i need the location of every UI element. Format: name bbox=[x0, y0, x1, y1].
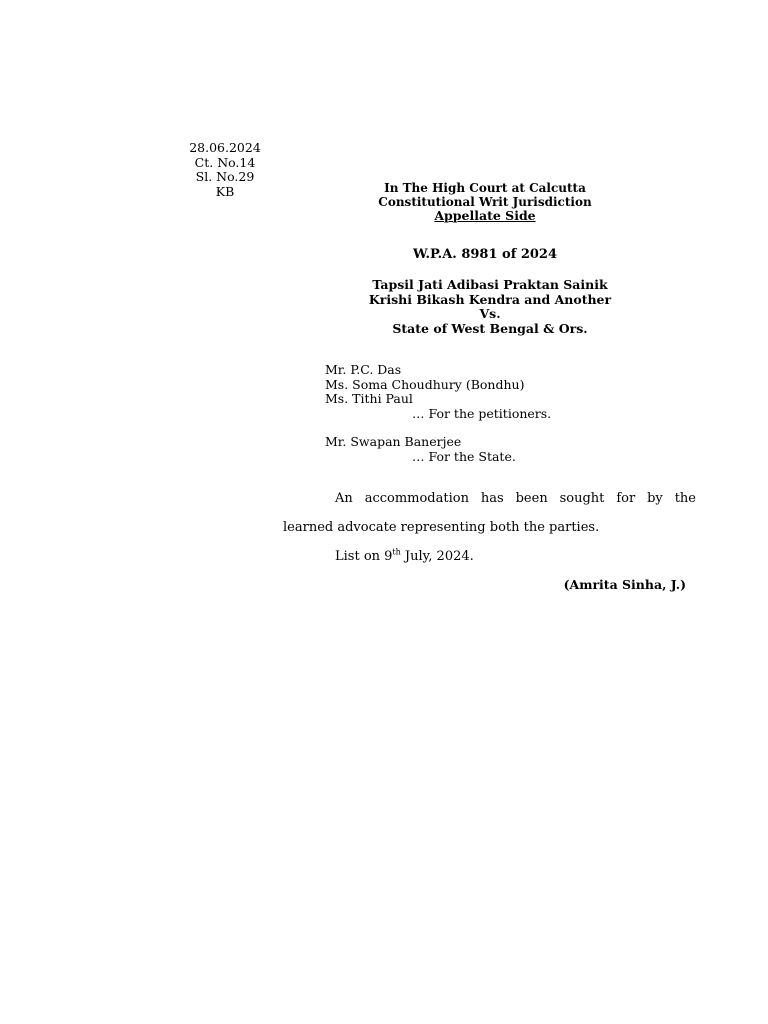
respondent-name: State of West Bengal & Ors. bbox=[392, 320, 588, 336]
court-name: In The High Court at Calcutta bbox=[384, 181, 586, 195]
case-metadata bbox=[160, 141, 290, 199]
petitioner-advocate: Mr. P.C. Das bbox=[325, 362, 402, 377]
order-paragraph-line-2: learned advocate representing both the parties. bbox=[283, 520, 600, 535]
petitioner-advocate: Ms. Soma Choudhury (Bondhu) bbox=[325, 376, 525, 392]
petitioner-line-1: Tapsil Jati Adibasi Praktan Sainik bbox=[372, 277, 608, 292]
order-date: 28.06.2024 bbox=[189, 140, 261, 155]
court-side: Appellate Side bbox=[434, 208, 536, 223]
order-text bbox=[283, 492, 696, 564]
court-header bbox=[330, 181, 640, 223]
listing-date bbox=[283, 547, 696, 564]
petitioner-line-2: Krishi Bikash Kendra and Another bbox=[368, 291, 612, 307]
clerk-initials: KB bbox=[215, 183, 235, 199]
versus-label: Vs. bbox=[479, 306, 501, 321]
spacer bbox=[325, 421, 551, 435]
listing-prefix: List on 9 bbox=[335, 549, 393, 564]
judge-signature: (Amrita Sinha, J.) bbox=[563, 577, 686, 592]
state-advocate: Mr. Swapan Banerjee bbox=[325, 434, 462, 449]
petitioners-role: … For the petitioners. bbox=[412, 405, 552, 421]
case-parties bbox=[330, 278, 650, 336]
court-number: Ct. No.14 bbox=[194, 154, 256, 170]
order-paragraph-line-1: An accommodation has been sought for by the bbox=[335, 491, 696, 506]
serial-number: Sl. No.29 bbox=[195, 169, 255, 184]
listing-rest: July, 2024. bbox=[400, 549, 474, 564]
advocates-list bbox=[325, 363, 551, 464]
state-role: … For the State. bbox=[412, 448, 516, 464]
listing-ordinal: th bbox=[392, 547, 401, 557]
petitioner-advocate: Ms. Tithi Paul bbox=[325, 391, 413, 406]
court-jurisdiction: Constitutional Writ Jurisdiction bbox=[378, 195, 592, 209]
case-number: W.P.A. 8981 of 2024 bbox=[412, 247, 558, 262]
